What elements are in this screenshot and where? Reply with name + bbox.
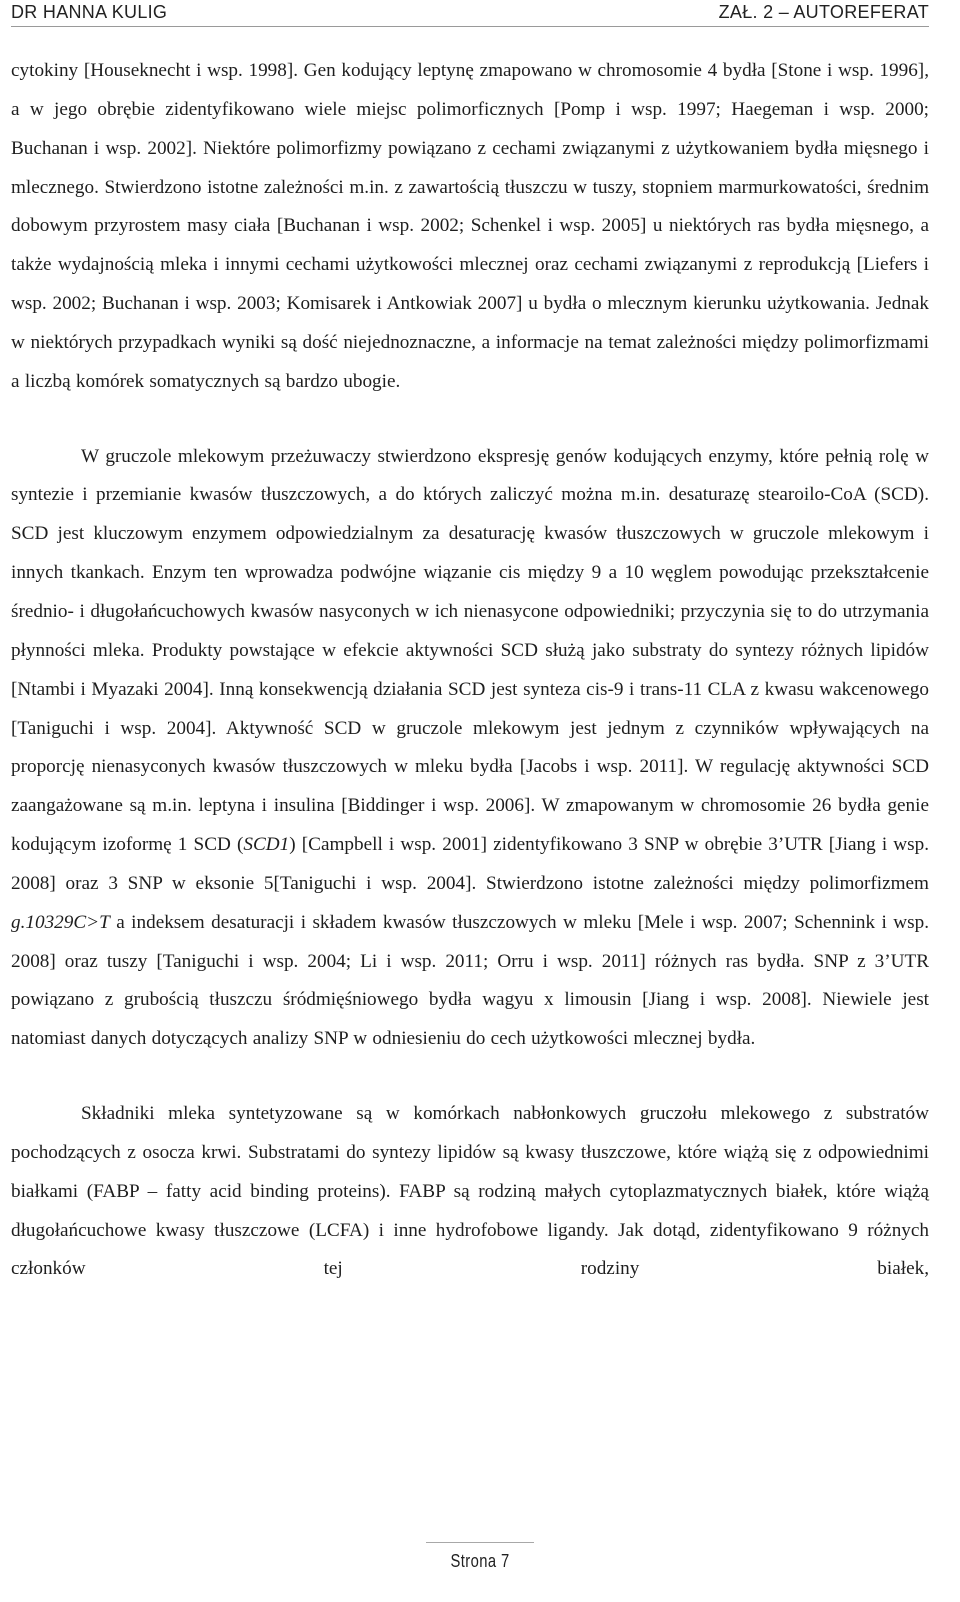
paragraph-scd-part-2: ) [Campbell i wsp. 2001] zidentyfikowano 3 SNP w obrębie 3’UTR [Jiang i wsp. 2008] oraz 3 SNP w eksonie 5[Taniguchi i wsp. 2004]. Stwierdzono istotne zależności między polimorfizmem [11,834,930,894]
document-body [11,52,929,1289]
header-section: ZAŁ. 2 – AUTOREFERAT [718,2,929,22]
paragraph-scd-part-3: a indeksem desaturacji i składem kwasów tłuszczowych w mleku [Mele i wsp. 2007; Schennink i wsp. 2008] oraz tuszy [Taniguchi i wsp. 2004; Li i wsp. 2011; Orru i wsp. 2011] różnych ras bydła. SNP z 3’UTR powiązano z grubością tłuszczu śródmięśniowego bydła wagyu x limousin [Jiang i wsp. 2008]. Niewiele jest natomiast danych dotyczących analizy SNP w odniesieniu do cech użytkowości mlecznej bydła. [11,911,929,1050]
page-footer [426,1542,534,1602]
snp-name: g.10329C>T [11,911,110,933]
paragraph-leptin: cytokiny [Houseknecht i wsp. 1998]. Gen kodujący leptynę zmapowano w chromosomie 4 bydła [Stone i wsp. 1996], a w jego obrębie zidentyfikowano wiele miejsc polimorficznych [Pomp i wsp. 1997; Haegeman i wsp. 2000; Buchanan i wsp. 2002]. Niektóre polimorfizmy powiązano z cechami związanymi z użytkowaniem bydła mięsnego i mlecznego. Stwierdzono istotne zależności m.in. z zawartością tłuszczu w tuszy, stopniem marmurkowatości, średnim dobowym przyrostem masy ciała [Buchanan i wsp. 2002; Schenkel i wsp. 2005] u niektórych ras bydła mięsnego, a także wydajnością mleka i innymi cechami użytkowości mlecznej oraz cechami związanymi z reprodukcją [Liefers i wsp. 2002; Buchanan i wsp. 2003; Komisarek i Antkowiak 2007] u bydła o mlecznym kierunku użytkowania. Jednak w niektórych przypadkach wyniki są dość niejednoznaczne, a informacje na temat zależności między polimorfizmami a liczbą komórek somatycznych są bardzo ubogie. [11,60,929,392]
header-author: DR HANNA KULIG [11,2,168,22]
paragraph-scd [11,438,929,1060]
paragraph-fabp: Składniki mleka syntetyzowane są w komórkach nabłonkowych gruczołu mlekowego z substratów pochodzących z osocza krwi. Substratami do syntezy lipidów są kwasy tłuszczowe, które wiążą się z odpowiednimi białkami (FABP – fatty acid binding proteins). FABP są rodziną małych cytoplazmatycznych białek, które wiążą długołańcuchowe kwasy tłuszczowe (LCFA) i inne hydrofobowe ligandy. Jak dotąd, zidentyfikowano 9 różnych członków tej rodziny białek, [11,1103,929,1280]
gene-symbol-scd1: SCD1 [243,834,290,856]
page-header [11,0,929,27]
page-number: Strona 7 [450,1551,510,1571]
paragraph-scd-part-1: W gruczole mlekowym przeżuwaczy stwierdzono ekspresję genów kodujących enzymy, które pełnią rolę w syntezie i przemianie kwasów tłuszczowych, a do których zaliczyć można m.in. desaturazę stearoilo-CoA (SCD). SCD jest kluczowym enzymem odpowiedzialnym za desaturację kwasów tłuszczowych w gruczole mlekowym i innych tkankach. Enzym ten wprowadza podwójne wiązanie cis między 9 a 10 węglem powodując przekształcenie średnio- i długołańcuchowych kwasów nasyconych w ich nienasycone odpowiedniki; przyczynia się to do utrzymania płynności mleka. Produkty powstające w efekcie aktywności SCD służą jako substraty do syntezy różnych lipidów [Ntambi i Myazaki 2004]. Inną konsekwencją działania SCD jest synteza cis-9 i trans-11 CLA z kwasu wakcenowego [Taniguchi i wsp. 2004]. Aktywność SCD w gruczole mlekowym jest jednym z czynników wpływających na proporcję nienasyconych kwasów tłuszczowych w mleku bydła [Jacobs i wsp. 2011]. W regulację aktywności SCD zaangażowane są m.in. leptyna i insulina [Biddinger i wsp. 2006]. W zmapowanym w chromosomie 26 bydła genie kodującym izoformę 1 SCD ( [11,445,929,856]
